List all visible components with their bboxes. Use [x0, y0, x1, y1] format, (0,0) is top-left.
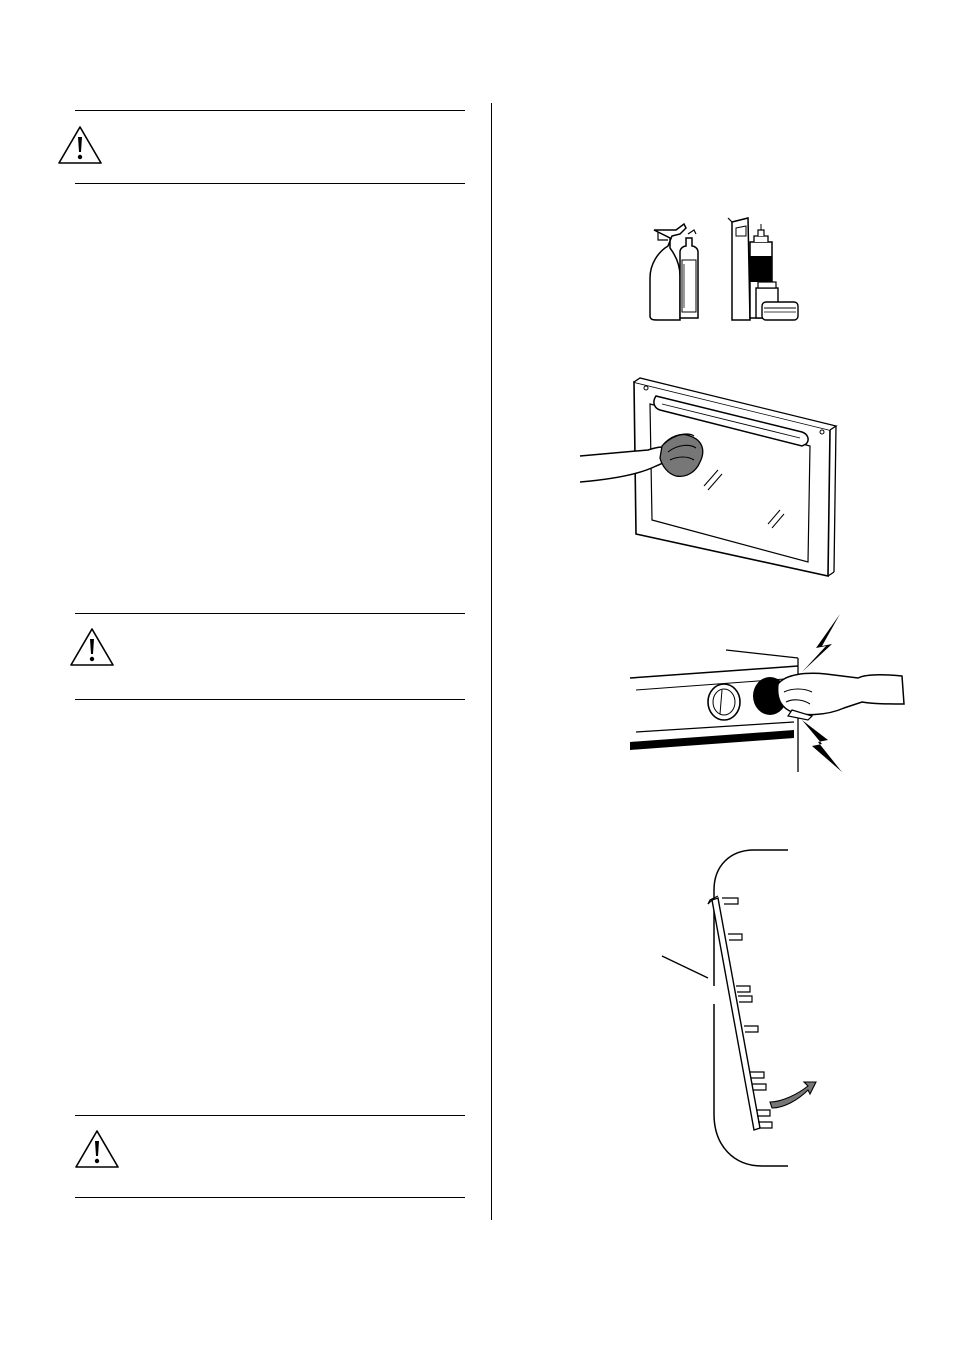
- oven-door-glass-cleaning-illustration: [578, 374, 840, 580]
- warning-box-2-top-rule: [75, 613, 465, 614]
- warning-box-1-bottom-rule: [75, 183, 465, 184]
- warning-box-3-bottom-rule: [75, 1197, 465, 1198]
- warning-triangle-icon: [68, 626, 116, 668]
- column-divider: [491, 103, 492, 1220]
- warning-triangle-icon: [56, 124, 104, 166]
- cleaning-products-illustration: [636, 212, 812, 324]
- warning-box-3-top-rule: [75, 1115, 465, 1116]
- control-knob-removal-illustration: [626, 608, 906, 776]
- warning-box-2-bottom-rule: [75, 699, 465, 700]
- warning-triangle-icon: [73, 1128, 121, 1170]
- shelf-support-removal-illustration: [658, 846, 828, 1174]
- warning-box-1-top-rule: [75, 110, 465, 111]
